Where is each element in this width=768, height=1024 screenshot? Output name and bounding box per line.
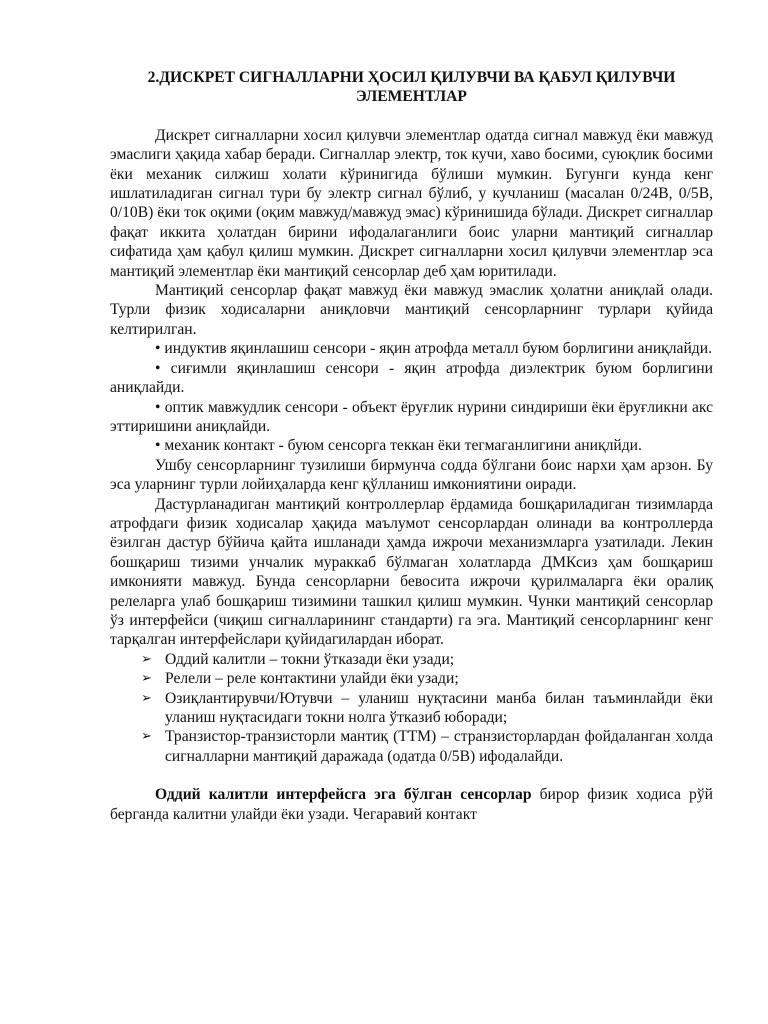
sensor-item-inductive: • индуктив яқинлашиш сенсори - яқин атрофда металл буюм борлигини аниқлайди. <box>155 340 712 358</box>
list-item: ➢ Релели – реле контактини улайди ёки узади; <box>141 670 459 688</box>
document-title: 2.ДИСКРЕТ СИГНАЛЛАРНИ ҲОСИЛ ҚИЛУВЧИ ВА ҚАБУЛ ҚИЛУВЧИ ЭЛЕМЕНТЛАР <box>147 69 676 106</box>
arrow-bullet-icon: ➢ <box>141 690 152 706</box>
list-item: ➢ Озиқлантирувчи/Ютувчи – уланиш нуқтасини манба билан таъминлайди ёки уланиш нуқтасидаги токни нолга ўтказиб юборади; <box>141 689 713 726</box>
list-item: ➢ Оддий калитли – токни ўтказади ёки узади; <box>141 650 455 668</box>
sensor-item-optical: • оптик мавжудлик сенсори - объект ёруғлик нурини синдириши ёки ёруғликни акс эттиришини аниқлайди. <box>110 398 713 435</box>
bold-lead: Оддий калитли интерфейсга эга бўлган сенсорлар <box>155 786 532 804</box>
arrow-bullet-icon: ➢ <box>141 671 152 687</box>
list-item: ➢ Транзистор-транзисторли мантиқ (ТТМ) – странзисторлардан фойдаланган холда сигналларни мантиқий даражада (одатда 0/5В) ифодалайди. <box>141 728 713 765</box>
paragraph-plc: Дастурланадиган мантиқий контроллерлар ёрдамида бошқариладиган тизимларда атрофдаги физик ходисалар ҳақида маълумот сенсорлардан олинади ва контроллерда ёзилган дастур бўйича қайта ишланади ҳамда ижрочи механизмларга узатилади. Лекин бошқариш тизими унчалик мураккаб бўлмаган холатларда ДМКсиз ҳам бошқариш имконияти мавжуд. Бунда сенсорларни бевосита ижрочи қурилмаларга ёки оралиқ релеларга улаб бошқариш тизимини ташкил қилиш мумкин. Чунки мантиқий сенсорлар ўз интерфейси (чиқиш сигналларининг стандарти) га эга. Мантиқий сенсорларнинг кенг тарқалган интерфейслари қуйидагилардан иборат. <box>110 495 713 649</box>
sensor-item-mechanical: • механик контакт - буюм сенсорга теккан ёки тегмаганлигини аниқлйди. <box>155 437 642 455</box>
spacer <box>110 766 713 785</box>
paragraph-simple-switch: Оддий калитли интерфейсга эга бўлган сенсорлар бирор физик ходиса рўй берганда калитни улайди ёки узади. Чегаравий контакт <box>110 786 713 823</box>
arrow-bullet-icon: ➢ <box>141 651 152 667</box>
arrow-bullet-icon: ➢ <box>141 729 152 745</box>
paragraph-sensors: Мантиқий сенсорлар фақат мавжуд ёки мавжуд эмаслик ҳолатни аниқлай олади. Турли физик ходисаларни аниқловчи мантиқий сенсорларнинг турлари қуйида келтирилган. <box>110 282 713 338</box>
paragraph-intro: Дискрет сигналларни хосил қилувчи элементлар одатда сигнал мавжуд ёки мавжуд эмаслиги ҳақида хабар беради. Сигналлар электр, ток кучи, хаво босими, суюқлик босими ёки механик силжиш холати кўринигида бўлиши мумкин. Бугунги кунда кенг ишлатиладиган сигнал тури бу электр сигнал бўлиб, у кучланиш (масалан 0/24В, 0/5В, 0/10В) ёки ток оқими (оқим мавжуд/мавжуд эмас) кўринишида бўлади. Дискрет сигналлар фақат иккита ҳолатдан бирини ифодалаганлиги боис уларни мантиқий сигналлар сифатида ҳам қабул қилиш мумкин. Дискрет сигналларни хосил қилувчи элементлар эса мантиқий элементлар ёки мантиқий сенсорлар деб ҳам юритилади. <box>110 126 713 280</box>
interface-list <box>110 650 713 766</box>
paragraph-cost: Ушбу сенсорларнинг тузилиши бирмунча содда бўлгани боис нархи ҳам арзон. Бу эса уларнинг турли лойиҳаларда кенг қўлланиш имкониятини оиради. <box>110 456 713 494</box>
document-page <box>110 68 713 824</box>
sensor-item-capacitive: • сиғимли яқинлашиш сенсори - яқин атрофда диэлектрик буюм борлигини аниқлайди. <box>110 359 713 397</box>
